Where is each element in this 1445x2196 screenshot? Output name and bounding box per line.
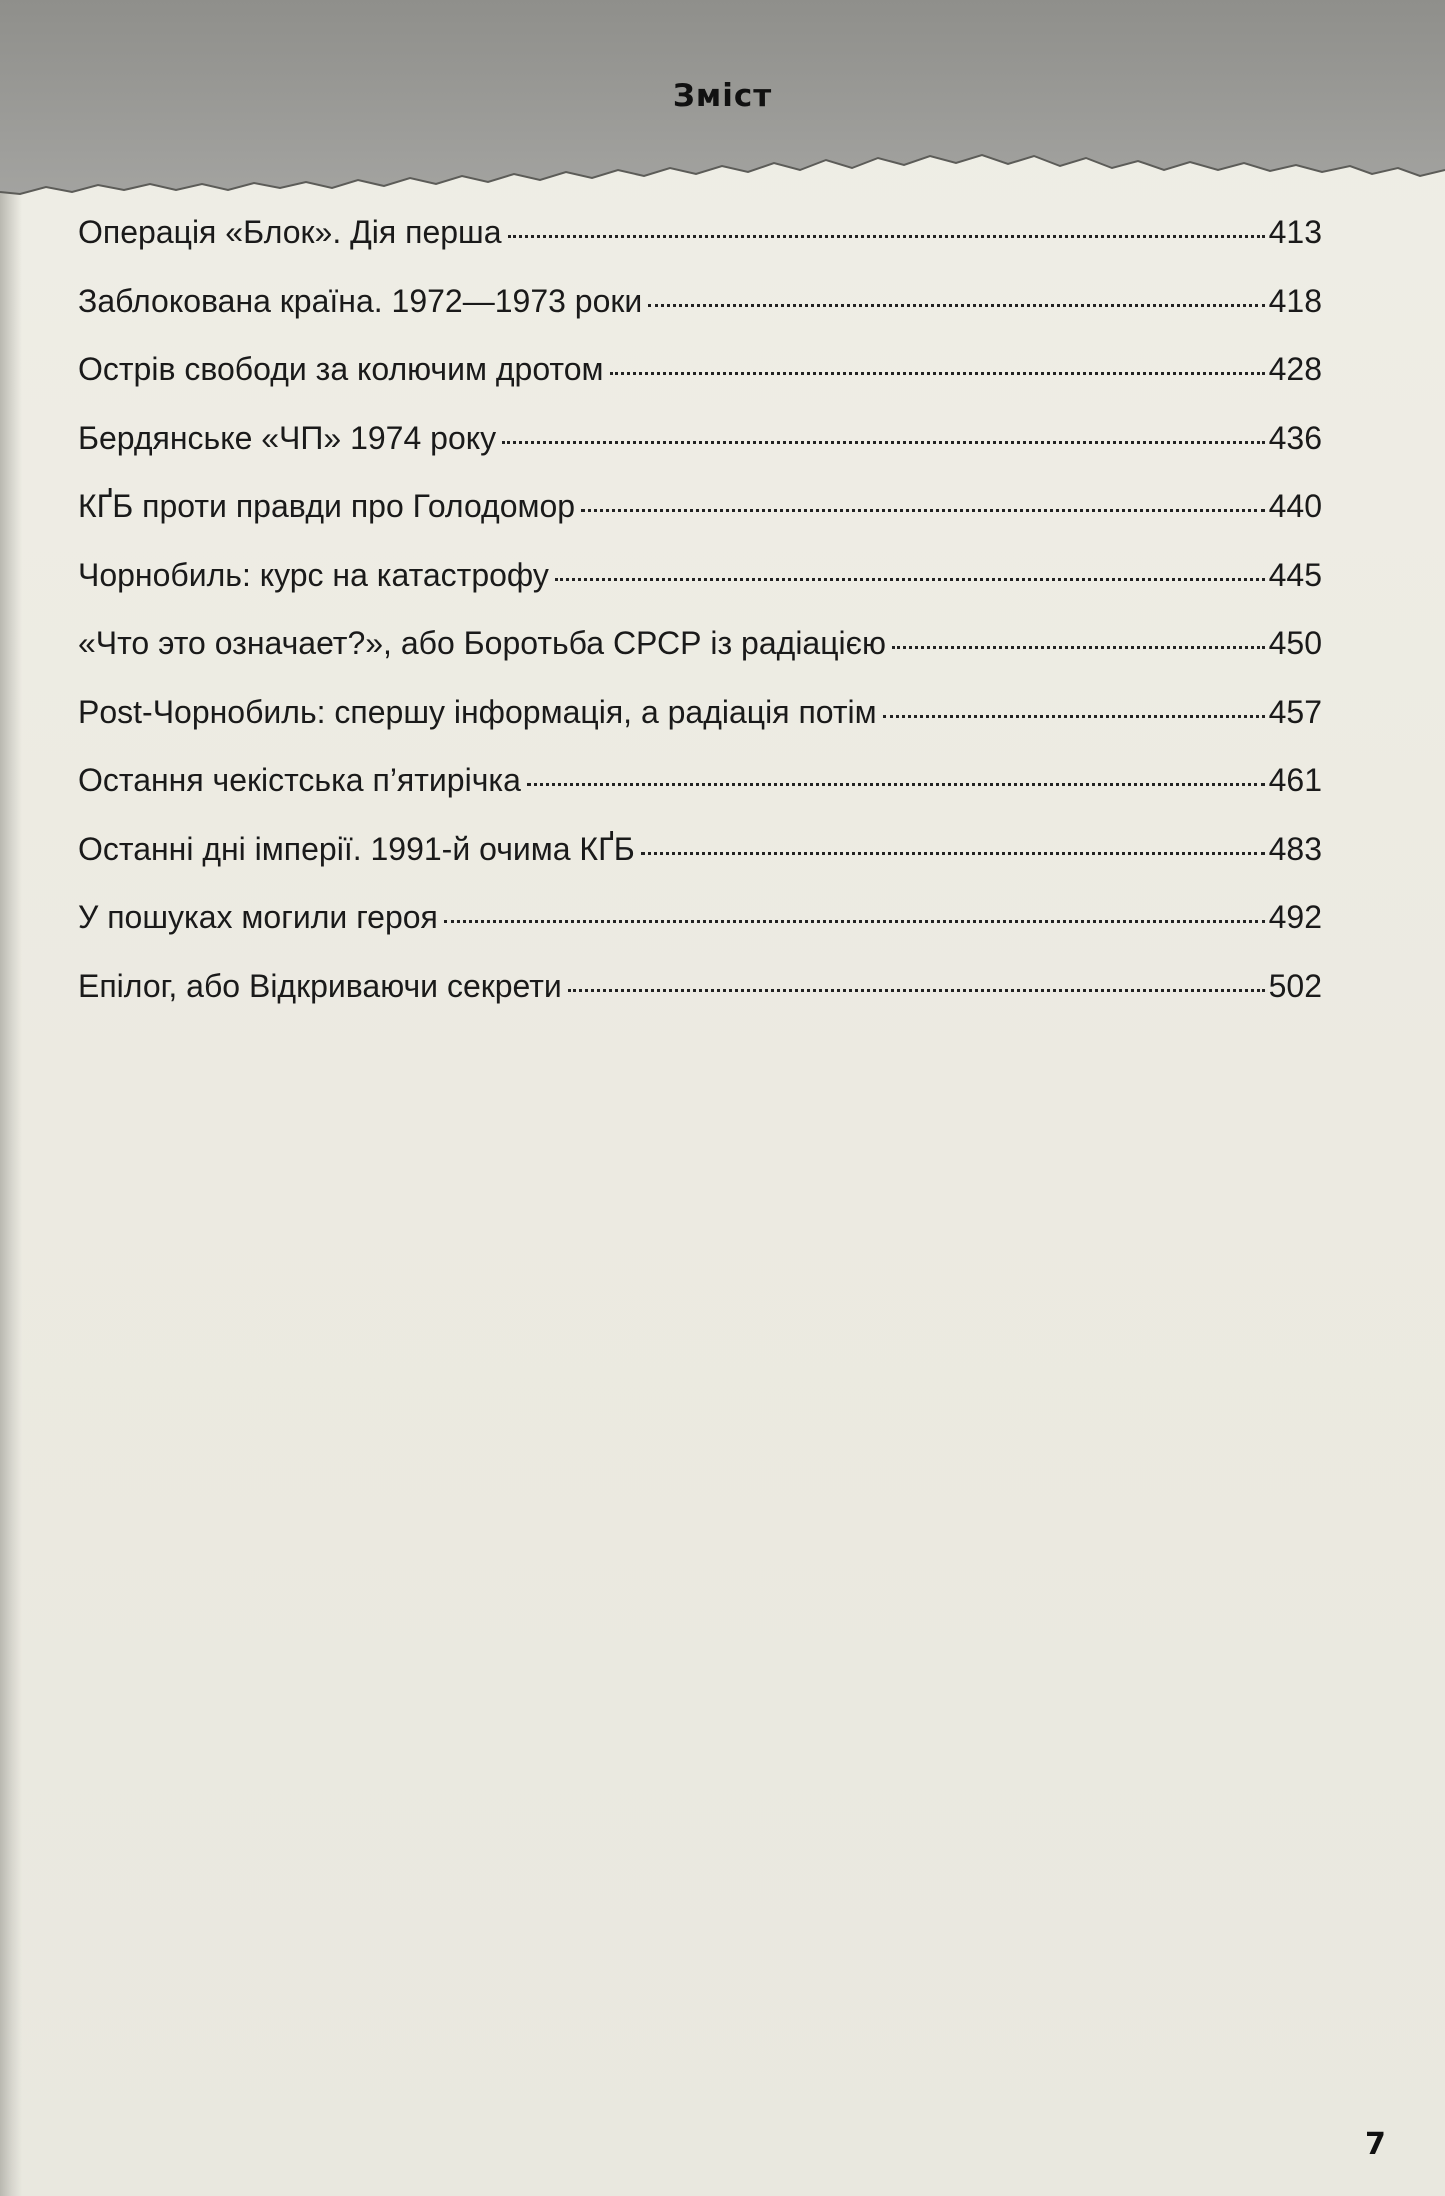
- table-of-contents: [78, 214, 1322, 1036]
- toc-dot-leader: [648, 304, 1264, 307]
- toc-entry-page: 440: [1268, 488, 1322, 524]
- toc-entry[interactable]: [78, 557, 1322, 626]
- toc-entry[interactable]: [78, 214, 1322, 283]
- toc-dot-leader: [527, 783, 1265, 786]
- page-spine-shadow: [0, 0, 22, 2196]
- header-band: [0, 0, 1445, 200]
- toc-entry[interactable]: [78, 694, 1322, 763]
- toc-dot-leader: [568, 989, 1265, 992]
- toc-entry-title: Остання чекістська п’ятирічка: [78, 762, 521, 798]
- toc-entry-title: КҐБ проти правди про Голодомор: [78, 488, 576, 524]
- toc-entry-title: Останні дні імперії. 1991-й очима КҐБ: [78, 830, 635, 867]
- toc-entry[interactable]: [78, 831, 1322, 900]
- toc-entry-page: 413: [1268, 214, 1322, 250]
- toc-entry-page: 457: [1268, 693, 1322, 730]
- toc-entry-page: 450: [1268, 625, 1322, 661]
- toc-entry-page: 436: [1268, 419, 1322, 456]
- toc-entry[interactable]: [78, 968, 1322, 1037]
- toc-entry-page: 483: [1268, 830, 1322, 867]
- toc-entry-title: «Что это означает?», або Боротьба СРСР із радіацією: [78, 625, 886, 661]
- toc-dot-leader: [555, 578, 1265, 581]
- toc-entry[interactable]: [78, 762, 1322, 831]
- toc-entry-page: 502: [1268, 967, 1322, 1004]
- toc-entry-title: Бердянське «ЧП» 1974 року: [78, 419, 497, 456]
- toc-entry[interactable]: [78, 351, 1322, 420]
- toc-entry[interactable]: [78, 625, 1322, 694]
- toc-entry-title: Заблокована країна. 1972—1973 роки: [78, 282, 643, 319]
- toc-entry-page: 428: [1268, 351, 1322, 387]
- toc-entry-title: Епілог, або Відкриваючи секрети: [78, 967, 562, 1004]
- toc-entry[interactable]: [78, 899, 1322, 968]
- toc-dot-leader: [502, 441, 1265, 444]
- toc-dot-leader: [610, 372, 1265, 375]
- toc-entry-title: Post-Чорнобиль: спершу інформація, а радіація потім: [78, 693, 877, 730]
- toc-entry[interactable]: [78, 283, 1322, 352]
- toc-entry[interactable]: [78, 488, 1322, 557]
- toc-entry-page: 445: [1268, 556, 1322, 593]
- toc-dot-leader: [641, 852, 1265, 855]
- toc-dot-leader: [444, 920, 1265, 923]
- toc-entry-title: У пошуках могили героя: [78, 899, 438, 935]
- toc-entry-title: Острів свободи за колючим дротом: [78, 351, 604, 387]
- page-title: Зміст: [672, 78, 773, 114]
- toc-dot-leader: [892, 646, 1265, 649]
- toc-entry-title: Операція «Блок». Дія перша: [78, 214, 502, 250]
- toc-dot-leader: [581, 509, 1265, 512]
- toc-entry-page: 461: [1268, 762, 1322, 798]
- toc-dot-leader: [883, 715, 1265, 718]
- toc-entry[interactable]: [78, 420, 1322, 489]
- toc-entry-page: 418: [1268, 282, 1322, 319]
- toc-entry-page: 492: [1268, 899, 1322, 935]
- toc-dot-leader: [508, 235, 1265, 238]
- toc-entry-title: Чорнобиль: курс на катастрофу: [78, 556, 549, 593]
- page-number: 7: [1365, 2127, 1386, 2162]
